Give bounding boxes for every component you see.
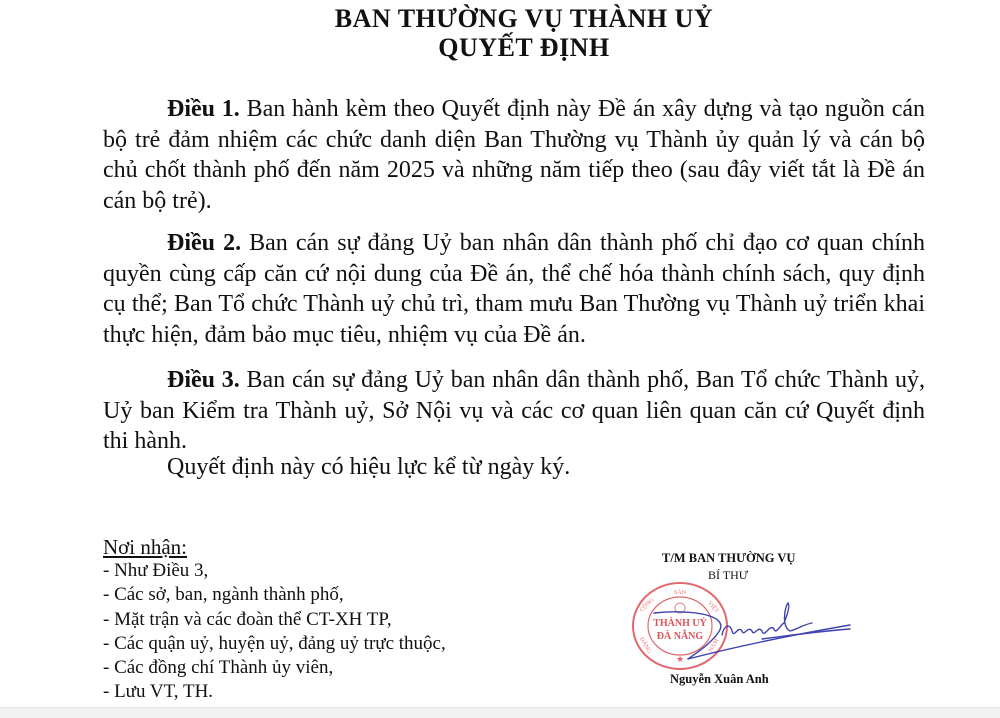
- svg-text:ĐÀ NẴNG: ĐÀ NẴNG: [656, 631, 704, 642]
- signature-role: BÍ THƯ: [708, 568, 749, 582]
- article-1-label: Điều 1.: [167, 96, 240, 122]
- recipient-item: - Các quận uỷ, huyện uỷ, đảng uỷ trực thuộc,: [103, 632, 446, 654]
- article-2: [103, 228, 925, 350]
- svg-text:CỘNG: CỘNG: [639, 597, 656, 614]
- article-3-text: Ban cán sự đảng Uỷ ban nhân dân thành phố, Ban Tổ chức Thành uỷ, Uỷ ban Kiểm tra Thành uỷ, Sở Nội vụ và các cơ quan liên quan căn cứ Quyết định thi hành.: [103, 367, 926, 454]
- recipient-item: - Lưu VT, TH.: [103, 681, 214, 703]
- recipient-item: - Các đồng chí Thành ủy viên,: [103, 657, 334, 679]
- svg-text:SẢN: SẢN: [673, 590, 687, 596]
- svg-text:NAM: NAM: [708, 637, 721, 654]
- svg-text:ĐẢNG: ĐẢNG: [637, 636, 652, 655]
- issuing-body-heading: BAN THƯỜNG VỤ THÀNH UỶ: [334, 4, 714, 33]
- effective-clause: [103, 452, 925, 483]
- article-2-text: Ban cán sự đảng Uỷ ban nhân dân thành phố chỉ đạo cơ quan chính quyền cùng cấp căn cứ nội dung của Đề án, thể chế hóa thành chính sách, quy định cụ thể; Ban Tổ chức Thành uỷ chủ trì, tham mưu Ban Thường vụ Thành uỷ triển khai thực hiện, đảm bảo mục tiêu, nhiệm vụ của Đề án.: [103, 230, 925, 348]
- svg-text:THÀNH UỶ: THÀNH UỶ: [653, 618, 707, 629]
- signature-on-behalf: T/M BAN THƯỜNG VỤ: [662, 551, 796, 565]
- article-1: [103, 94, 925, 216]
- article-2-label: Điều 2.: [167, 230, 242, 256]
- effective-clause-text: Quyết định này có hiệu lực kể từ ngày ký.: [167, 454, 571, 480]
- handwritten-signature-icon: [652, 595, 852, 665]
- article-1-text: Ban hành kèm theo Quyết định này Đề án xây dựng và tạo nguồn cán bộ trẻ đảm nhiệm các chức danh diện Ban Thường vụ Thành ủy quản lý và cán bộ chủ chốt thành phố đến năm 2025 và những năm tiếp theo (sau đây viết tắt là Đề án cán bộ trẻ).: [103, 96, 925, 214]
- recipients-list: [103, 559, 446, 704]
- signer-name: Nguyễn Xuân Anh: [670, 672, 769, 686]
- signature-block: [612, 540, 862, 710]
- recipient-item: - Như Điều 3,: [103, 560, 209, 582]
- recipient-item: - Mặt trận và các đoàn thể CT-XH TP,: [103, 608, 392, 630]
- document-type-heading: QUYẾT ĐỊNH: [438, 33, 610, 62]
- page-bottom-edge: [0, 707, 1000, 718]
- svg-text:VIỆT: VIỆT: [706, 600, 720, 615]
- article-3-label: Điều 3.: [167, 367, 240, 393]
- recipients-title: Nơi nhận:: [103, 535, 188, 559]
- svg-text:★: ★: [675, 654, 685, 664]
- recipients-block: [103, 535, 446, 704]
- recipient-item: - Các sở, ban, ngành thành phố,: [103, 584, 344, 606]
- article-3: [103, 365, 925, 457]
